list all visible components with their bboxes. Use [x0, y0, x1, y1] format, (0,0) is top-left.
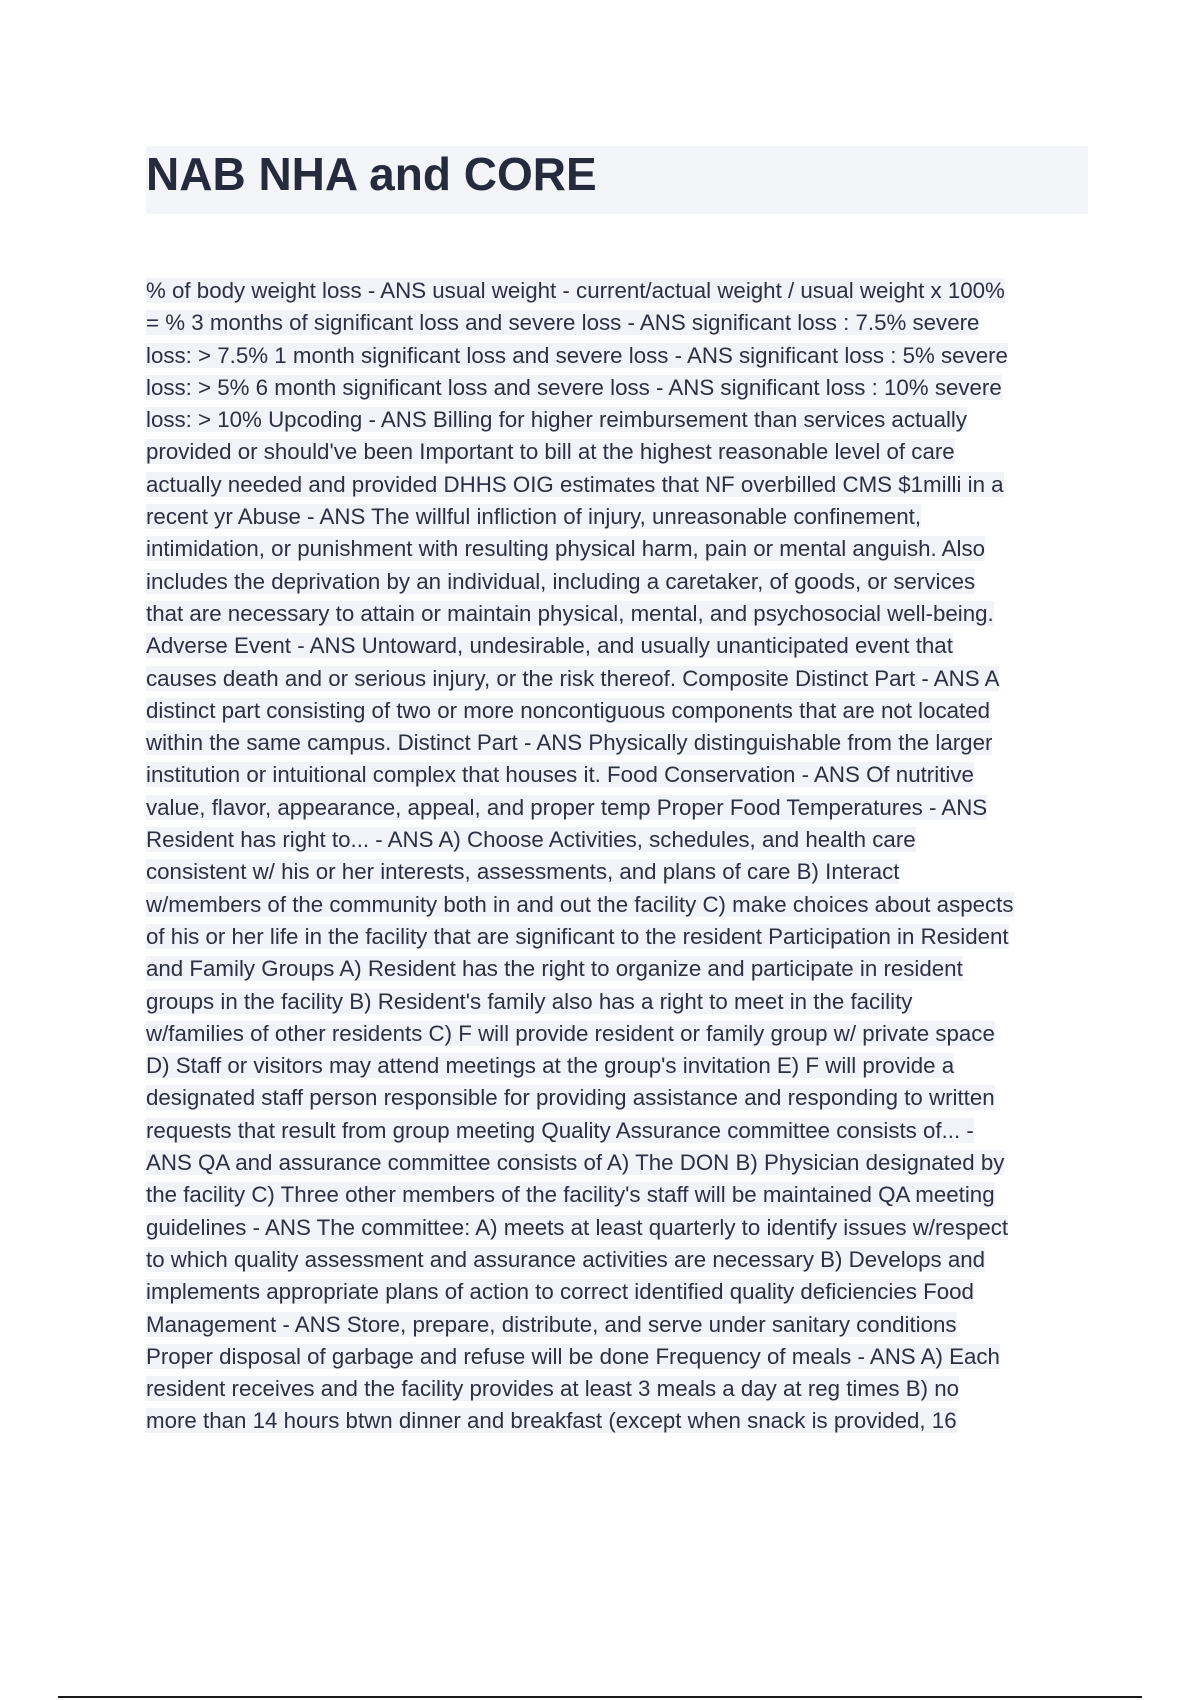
text-line — [146, 953, 1091, 985]
text-line-content: within the same campus. Distinct Part - ANS Physically distinguishable from the larger — [146, 730, 993, 756]
text-line-content: institution or intuitional complex that houses it. Food Conservation - ANS Of nutritive — [146, 762, 974, 788]
text-line — [146, 889, 1091, 921]
text-line-content: more than 14 hours btwn dinner and breakfast (except when snack is provided, 16 — [146, 1408, 957, 1434]
text-line — [146, 1341, 1091, 1373]
text-line-content: designated staff person responsible for providing assistance and responding to written — [146, 1085, 995, 1111]
document-body — [146, 275, 1091, 1438]
text-line — [146, 1276, 1091, 1308]
text-line — [146, 436, 1091, 468]
text-line — [146, 727, 1091, 759]
text-line — [146, 1050, 1091, 1082]
text-line-content: groups in the facility B) Resident's family also has a right to meet in the facility — [146, 988, 913, 1014]
text-line — [146, 824, 1091, 856]
text-line-content: the facility C) Three other members of the facility's staff will be maintained QA meeting — [146, 1182, 995, 1208]
text-line — [146, 372, 1091, 404]
text-line-content: to which quality assessment and assurance activities are necessary B) Develops and — [146, 1246, 986, 1272]
text-line — [146, 630, 1091, 662]
text-line-content: resident receives and the facility provides at least 3 meals a day at reg times B) no — [146, 1376, 959, 1402]
text-line — [146, 663, 1091, 695]
text-line-content: consistent w/ his or her interests, assessments, and plans of care B) Interact — [146, 859, 900, 885]
text-line-content: value, flavor, appearance, appeal, and proper temp Proper Food Temperatures - ANS — [146, 794, 988, 820]
text-line-content: w/members of the community both in and out the facility C) make choices about aspects — [146, 891, 1014, 917]
text-line-content: recent yr Abuse - ANS The willful infliction of injury, unreasonable confinement, — [146, 504, 922, 530]
page-bottom-rule — [58, 1696, 1142, 1698]
text-line-content: Management - ANS Store, prepare, distribute, and serve under sanitary conditions — [146, 1311, 957, 1337]
text-line-content: provided or should've been Important to bill at the highest reasonable level of care — [146, 439, 955, 465]
text-line — [146, 695, 1091, 727]
text-line — [146, 792, 1091, 824]
text-line — [146, 759, 1091, 791]
text-line — [146, 1147, 1091, 1179]
text-line — [146, 1018, 1091, 1050]
text-line-content: guidelines - ANS The committee: A) meets at least quarterly to identify issues w/respect — [146, 1214, 1009, 1240]
text-line — [146, 1212, 1091, 1244]
text-line — [146, 1405, 1091, 1437]
text-line — [146, 1373, 1091, 1405]
text-line-content: D) Staff or visitors may attend meetings at the group's invitation E) F will provide a — [146, 1053, 955, 1079]
text-line — [146, 469, 1091, 501]
text-line — [146, 986, 1091, 1018]
text-line-content: and Family Groups A) Resident has the right to organize and participate in resident — [146, 956, 963, 982]
text-line-content: Adverse Event - ANS Untoward, undesirable, and usually unanticipated event that — [146, 633, 953, 659]
text-line-content: loss: > 5% 6 month significant loss and severe loss - ANS significant loss : 10% severe — [146, 374, 1002, 400]
text-line — [146, 1179, 1091, 1211]
text-line-content: causes death and or serious injury, or the risk thereof. Composite Distinct Part - ANS A — [146, 665, 1000, 691]
text-line — [146, 856, 1091, 888]
text-line-content: distinct part consisting of two or more noncontiguous components that are not located — [146, 697, 991, 723]
text-line-content: intimidation, or punishment with resulting physical harm, pain or mental anguish. Also — [146, 536, 986, 562]
text-line — [146, 1082, 1091, 1114]
text-line — [146, 1244, 1091, 1276]
text-line-content: includes the deprivation by an individual, including a caretaker, of goods, or services — [146, 568, 976, 594]
text-line-content: = % 3 months of significant loss and severe loss - ANS significant loss : 7.5% severe — [146, 310, 980, 336]
text-line-content: loss: > 7.5% 1 month significant loss and severe loss - ANS significant loss : 5% severe — [146, 342, 1008, 368]
text-line — [146, 566, 1091, 598]
text-line — [146, 501, 1091, 533]
text-line — [146, 307, 1091, 339]
text-line-content: % of body weight loss - ANS usual weight - current/actual weight / usual weight x 100% — [146, 278, 1005, 303]
document-title: NAB NHA and CORE — [146, 148, 597, 200]
text-line-content: requests that result from group meeting Quality Assurance committee consists of... - — [146, 1117, 974, 1143]
text-line-content: actually needed and provided DHHS OIG estimates that NF overbilled CMS $1milli in a — [146, 471, 1004, 497]
text-line — [146, 1115, 1091, 1147]
text-line-content: Resident has right to... - ANS A) Choose Activities, schedules, and health care — [146, 827, 916, 853]
text-line-content: w/families of other residents C) F will provide resident or family group w/ private space — [146, 1020, 995, 1046]
text-line-content: implements appropriate plans of action to correct identified quality deficiencies Food — [146, 1279, 974, 1305]
text-line — [146, 404, 1091, 436]
text-line — [146, 598, 1091, 630]
text-line-content: ANS QA and assurance committee consists of A) The DON B) Physician designated by — [146, 1150, 1005, 1176]
text-line — [146, 533, 1091, 565]
text-line — [146, 1309, 1091, 1341]
text-line — [146, 921, 1091, 953]
text-line-content: of his or her life in the facility that are significant to the resident Participation in Resident — [146, 923, 1009, 949]
text-line-content: that are necessary to attain or maintain physical, mental, and psychosocial well-being. — [146, 600, 994, 626]
text-line — [146, 275, 1091, 307]
text-line-content: loss: > 10% Upcoding - ANS Billing for higher reimbursement than services actually — [146, 407, 968, 433]
text-line — [146, 340, 1091, 372]
text-line-content: Proper disposal of garbage and refuse will be done Frequency of meals - ANS A) Each — [146, 1343, 1000, 1369]
